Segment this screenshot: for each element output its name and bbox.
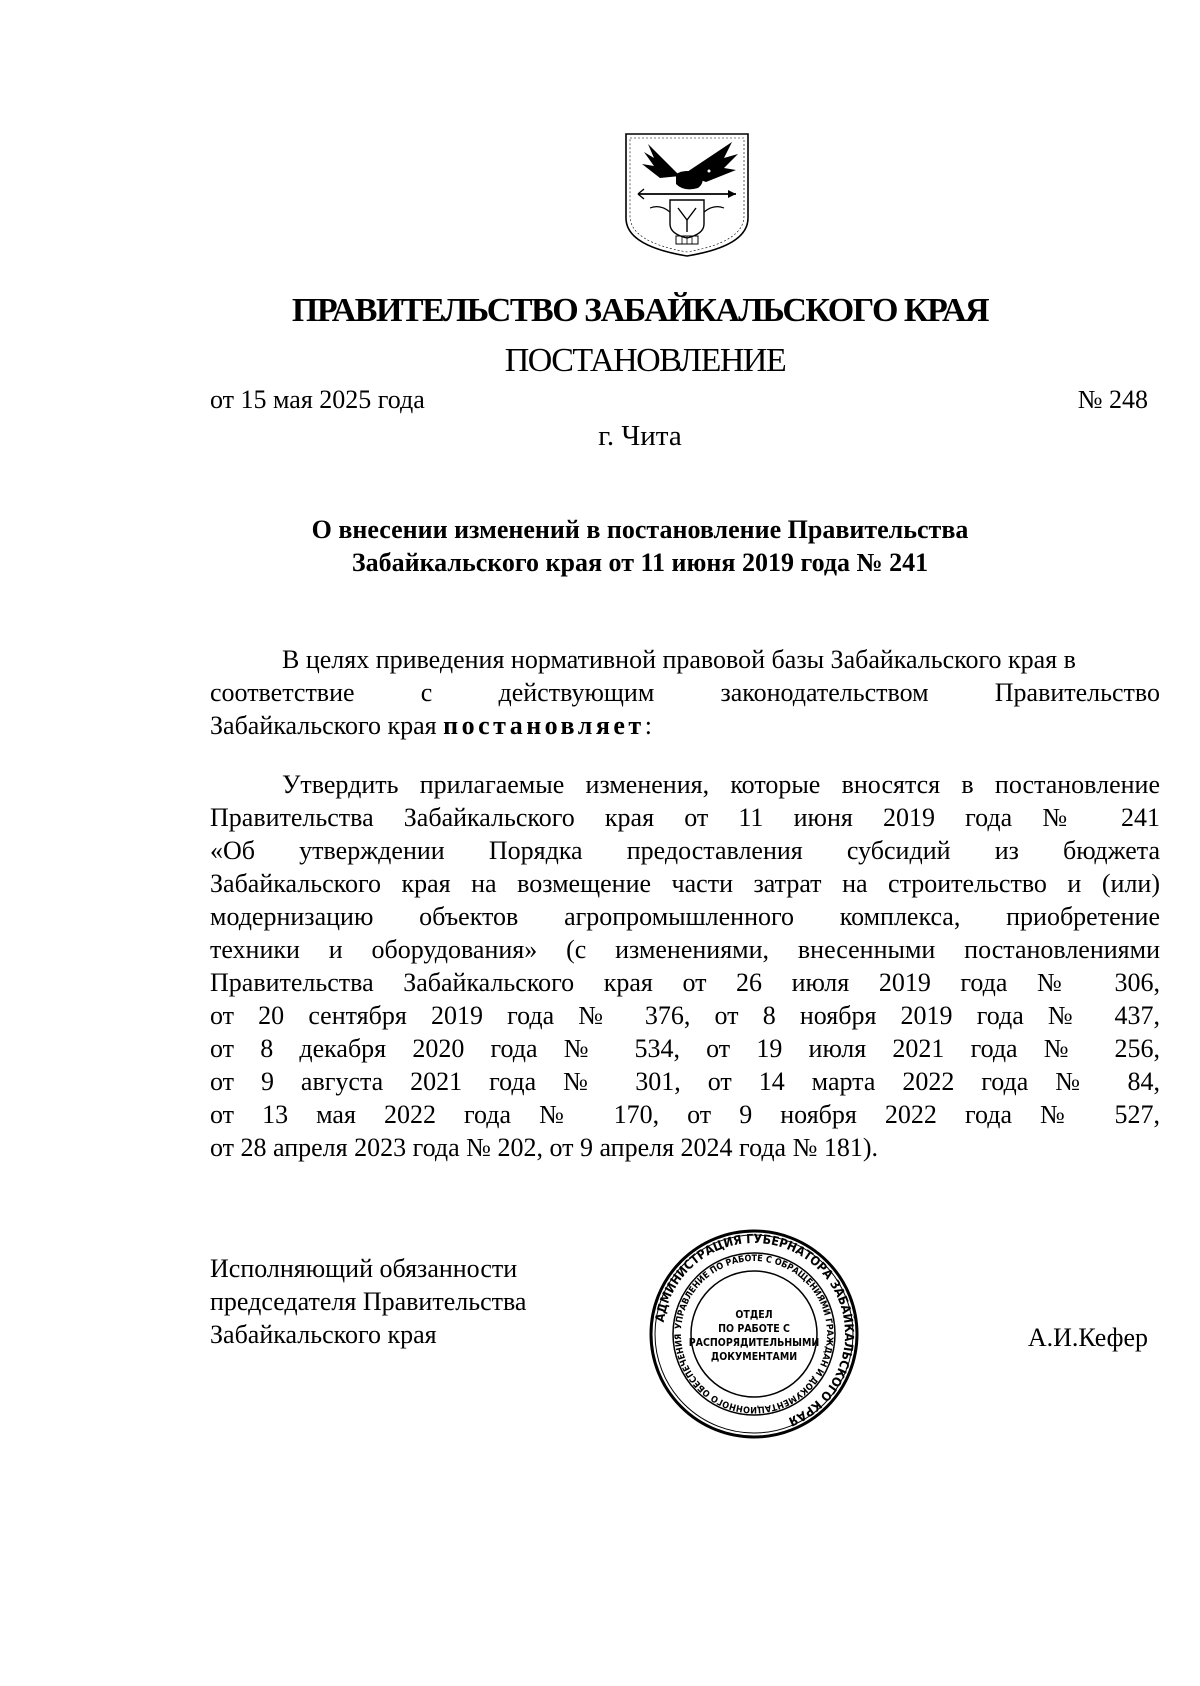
stamp-center-line: РАСПОРЯДИТЕЛЬНЫМИ — [688, 1337, 820, 1349]
document-number: № 248 — [1077, 385, 1148, 414]
decree-keyword: постановляет — [443, 711, 645, 740]
paragraph-line: от 8 декабря 2020 года № 534, от 19 июля 2021 года № 256, — [210, 1034, 1160, 1063]
paragraph-line: «Об утверждении Порядка предоставления субсидий из бюджета — [210, 836, 1160, 865]
signatory-position — [210, 1252, 526, 1351]
government-title: ПРАВИТЕЛЬСТВО ЗАБАЙКАЛЬСКОГО КРАЯ — [291, 292, 989, 329]
position-line: Забайкальского края — [210, 1320, 437, 1349]
document-date: от 15 мая 2025 года — [210, 385, 425, 414]
paragraph-line: Утвердить прилагаемые изменения, которые вносятся в постановление — [282, 770, 1160, 799]
paragraph-line: соответствие с действующим законодательством Правительство — [210, 678, 1160, 707]
subject-line: Забайкальского края от 11 июня 2019 года № 241 — [351, 548, 929, 577]
paragraph-text: Забайкальского края — [210, 711, 444, 740]
paragraph-line: Правительства Забайкальского края от 11 июня 2019 года № 241 — [210, 803, 1160, 832]
stamp-center-line: ОТДЕЛ — [735, 1309, 773, 1321]
signatory-name: А.И.Кефер — [1027, 1323, 1148, 1352]
document-subject — [225, 513, 1055, 579]
paragraph-line: Правительства Забайкальского края от 26 июля 2019 года № 306, — [210, 968, 1160, 997]
paragraph-line: от 28 апреля 2023 года № 202, от 9 апреля 2024 года № 181). — [210, 1133, 879, 1162]
preamble-paragraph — [210, 643, 1160, 742]
paragraph-line: от 13 мая 2022 года № 170, от 9 ноября 2022 года № 527, — [210, 1100, 1160, 1129]
main-paragraph — [210, 768, 1160, 1164]
coat-of-arms-emblem — [620, 128, 754, 260]
position-line: Исполняющий обязанности — [210, 1254, 518, 1283]
stamp-center-line: ДОКУМЕНТАМИ — [710, 1351, 798, 1363]
paragraph-line: от 9 августа 2021 года № 301, от 14 марта 2022 года № 84, — [210, 1067, 1160, 1096]
paragraph-line: техники и оборудования» (с изменениями, внесенными постановлениями — [210, 935, 1160, 964]
stamp-middle-text: УПРАВЛЕНИЕ ПО РАБОТЕ С ОБРАЩЕНИЯМИ ГРАЖДАН И ДОКУМЕНТАЦИОННОГО ОБЕСПЕЧЕНИЯ — [673, 1253, 835, 1415]
paragraph-line: модернизацию объектов агропромышленного комплекса, приобретение — [210, 902, 1160, 931]
paragraph-text: : — [644, 711, 652, 740]
position-line: председателя Правительства — [210, 1287, 527, 1316]
paragraph-line: В целях приведения нормативной правовой базы Забайкальского края в — [282, 645, 1076, 674]
document-type: ПОСТАНОВЛЕНИЕ — [504, 342, 786, 379]
paragraph-line: Забайкальского края на возмещение части затрат на строительство и (или) — [210, 869, 1160, 898]
document-city: г. Чита — [598, 420, 682, 452]
stamp-outer-text: АДМИНИСТРАЦИЯ ГУБЕРНАТОРА ЗАБАЙКАЛЬСКОГО КРАЯ — [651, 1230, 858, 1430]
stamp-center-line: ПО РАБОТЕ С — [718, 1323, 790, 1335]
subject-line: О внесении изменений в постановление Правительства — [311, 515, 969, 544]
official-stamp — [648, 1228, 860, 1440]
paragraph-line: от 20 сентября 2019 года № 376, от 8 ноября 2019 года № 437, — [210, 1001, 1160, 1030]
paragraph-line — [210, 709, 1160, 742]
